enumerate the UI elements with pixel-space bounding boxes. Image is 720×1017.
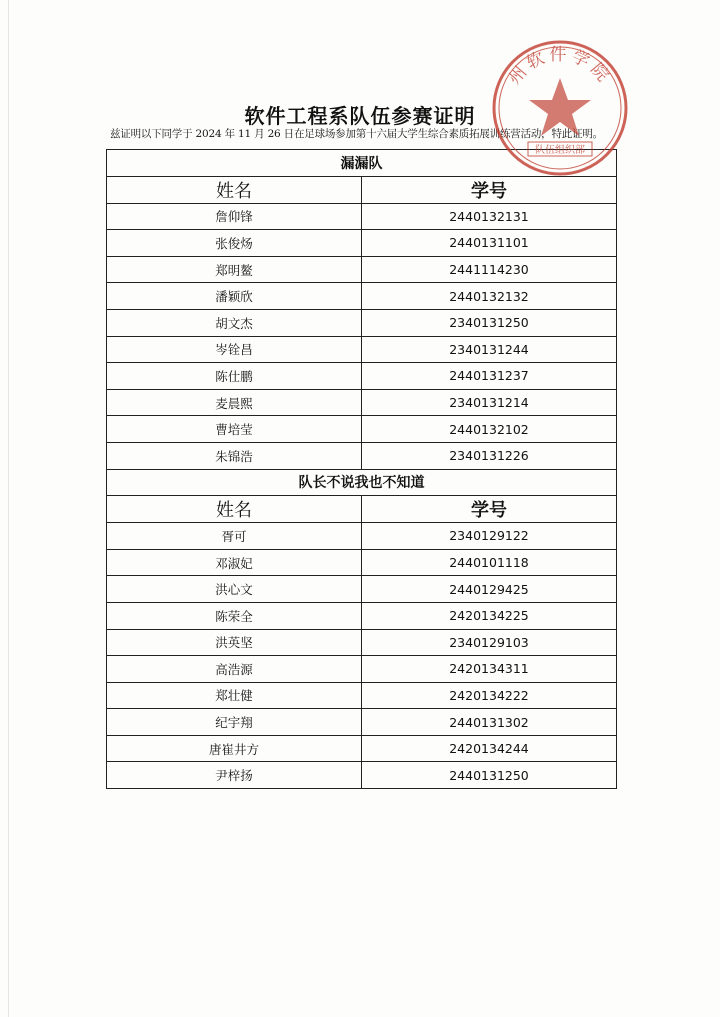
- roster-table: [106, 149, 617, 789]
- member-name: 潘颖欣: [107, 283, 362, 310]
- member-student-id: 2441114230: [362, 256, 617, 283]
- member-name: 岑铨昌: [107, 336, 362, 363]
- member-student-id: 2420134311: [362, 656, 617, 683]
- team-name: 队长不说我也不知道: [107, 469, 617, 496]
- table-row: [107, 336, 617, 363]
- column-header-row: [107, 176, 617, 203]
- scan-edge: [8, 0, 9, 1017]
- table-row: [107, 576, 617, 603]
- member-name: 洪英坚: [107, 629, 362, 656]
- table-row: [107, 735, 617, 762]
- member-name: 张俊炀: [107, 230, 362, 257]
- table-row: [107, 203, 617, 230]
- table-row: [107, 682, 617, 709]
- member-name: 尹梓扬: [107, 762, 362, 789]
- member-student-id: 2440101118: [362, 549, 617, 576]
- svg-text:州软件学院: 州软件学院: [504, 45, 616, 89]
- member-student-id: 2440131101: [362, 230, 617, 257]
- member-name: 陈荣全: [107, 602, 362, 629]
- team-title-row: [107, 469, 617, 496]
- member-name: 高浩源: [107, 656, 362, 683]
- table-row: [107, 762, 617, 789]
- member-name: 麦晨熙: [107, 389, 362, 416]
- member-student-id: 2440132132: [362, 283, 617, 310]
- table-row: [107, 602, 617, 629]
- certification-text: 兹证明以下同学于 2024 年 11 月 26 日在足球场参加第十六届大学生综合素质拓展训练营活动，特此证明。: [110, 128, 603, 140]
- table-row: [107, 709, 617, 736]
- member-name: 郑明鳌: [107, 256, 362, 283]
- table-row: [107, 363, 617, 390]
- table-row: [107, 416, 617, 443]
- member-student-id: 2340131226: [362, 442, 617, 469]
- member-name: 唐崔井方: [107, 735, 362, 762]
- table-row: [107, 256, 617, 283]
- member-name: 胥可: [107, 523, 362, 550]
- member-student-id: 2340131250: [362, 309, 617, 336]
- table-row: [107, 309, 617, 336]
- table-row: [107, 523, 617, 550]
- member-student-id: 2340129103: [362, 629, 617, 656]
- member-student-id: 2420134244: [362, 735, 617, 762]
- member-student-id: 2440131237: [362, 363, 617, 390]
- official-seal: [490, 38, 630, 178]
- table-row: [107, 629, 617, 656]
- member-name: 陈仕鹏: [107, 363, 362, 390]
- table-row: [107, 656, 617, 683]
- table-row: [107, 549, 617, 576]
- member-student-id: 2340131244: [362, 336, 617, 363]
- member-student-id: 2340131214: [362, 389, 617, 416]
- member-student-id: 2440132102: [362, 416, 617, 443]
- seal-graphic: [490, 38, 630, 178]
- team-name: 漏漏队: [107, 150, 617, 177]
- member-name: 郑壮健: [107, 682, 362, 709]
- member-student-id: 2440132131: [362, 203, 617, 230]
- member-student-id: 2420134225: [362, 602, 617, 629]
- member-student-id: 2440131302: [362, 709, 617, 736]
- member-student-id: 2440131250: [362, 762, 617, 789]
- member-student-id: 2420134222: [362, 682, 617, 709]
- table-row: [107, 389, 617, 416]
- member-name: 洪心文: [107, 576, 362, 603]
- star-icon: [529, 78, 591, 136]
- member-name: 曹培莹: [107, 416, 362, 443]
- member-name: 詹仰锋: [107, 203, 362, 230]
- member-name: 纪宇翔: [107, 709, 362, 736]
- student-id-column-header: 学号: [362, 176, 617, 203]
- student-id-column-header: 学号: [362, 496, 617, 523]
- column-header-row: [107, 496, 617, 523]
- name-column-header: 姓名: [107, 496, 362, 523]
- document-title: 软件工程系队伍参赛证明: [244, 104, 476, 128]
- table-row: [107, 442, 617, 469]
- member-name: 邓淑妃: [107, 549, 362, 576]
- name-column-header: 姓名: [107, 176, 362, 203]
- member-name: 胡文杰: [107, 309, 362, 336]
- member-student-id: 2440129425: [362, 576, 617, 603]
- member-student-id: 2340129122: [362, 523, 617, 550]
- member-name: 朱锦浩: [107, 442, 362, 469]
- svg-text:队伍组织部: 队伍组织部: [535, 145, 585, 156]
- table-row: [107, 283, 617, 310]
- table-row: [107, 230, 617, 257]
